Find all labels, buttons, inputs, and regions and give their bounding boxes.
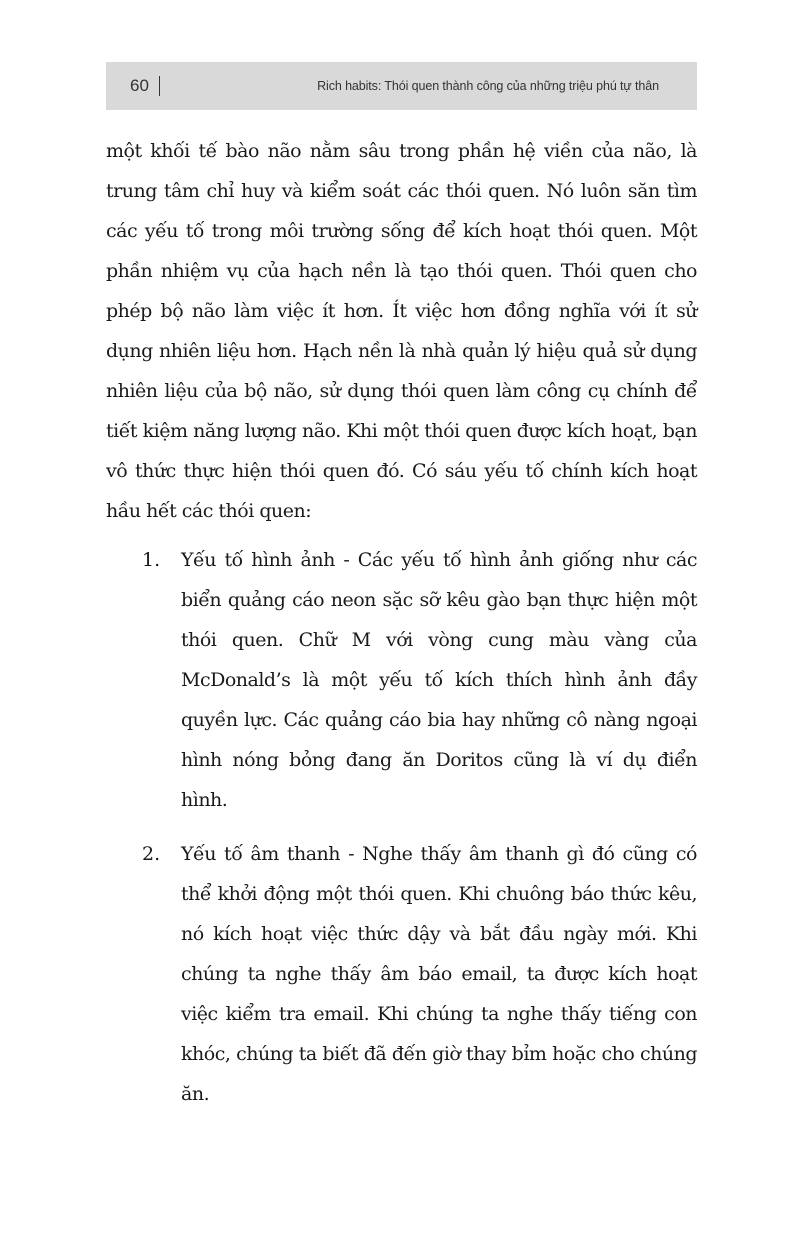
- page-header: [106, 62, 697, 110]
- list-item-number: 1.: [142, 549, 161, 571]
- page-body: [106, 131, 697, 1128]
- list-item-text: Yếu tố âm thanh - Nghe thấy âm thanh gì đó cũng có thể khởi động một thói quen. Khi chuông báo thức kêu, nó kích hoạt việc thức dậy và bắt đầu ngày mới. Khi chúng ta nghe thấy âm báo email, ta được kích hoạt việc kiểm tra email. Khi chúng ta nghe thấy tiếng con khóc, chúng ta biết đã đến giờ thay bỉm hoặc cho chúng ăn.: [181, 843, 697, 1105]
- list-item: [106, 834, 697, 1114]
- running-title: Rich habits: Thói quen thành công của những triệu phú tự thân: [317, 79, 659, 93]
- header-separator: [159, 76, 160, 96]
- list-item-text: Yếu tố hình ảnh - Các yếu tố hình ảnh giống như các biển quảng cáo neon sặc sỡ kêu gào bạn thực hiện một thói quen. Chữ M với vòng cung màu vàng của McDonald’s là một yếu tố kích thích hình ảnh đầy quyền lực. Các quảng cáo bia hay những cô nàng ngoại hình nóng bỏng đang ăn Doritos cũng là ví dụ điển hình.: [181, 549, 697, 811]
- list-item-number: 2.: [142, 843, 161, 865]
- trigger-list: [106, 540, 697, 1114]
- page-number: 60: [130, 76, 149, 95]
- list-item: [106, 540, 697, 820]
- intro-paragraph: một khối tế bào não nằm sâu trong phần hệ viền của não, là trung tâm chỉ huy và kiểm soát các thói quen. Nó luôn săn tìm các yếu tố trong môi trường sống để kích hoạt thói quen. Một phần nhiệm vụ của hạch nền là tạo thói quen. Thói quen cho phép bộ não làm việc ít hơn. Ít việc hơn đồng nghĩa với ít sử dụng nhiên liệu hơn. Hạch nền là nhà quản lý hiệu quả sử dụng nhiên liệu của bộ não, sử dụng thói quen làm công cụ chính để tiết kiệm năng lượng não. Khi một thói quen được kích hoạt, bạn vô thức thực hiện thói quen đó. Có sáu yếu tố chính kích hoạt hầu hết các thói quen:: [106, 140, 697, 522]
